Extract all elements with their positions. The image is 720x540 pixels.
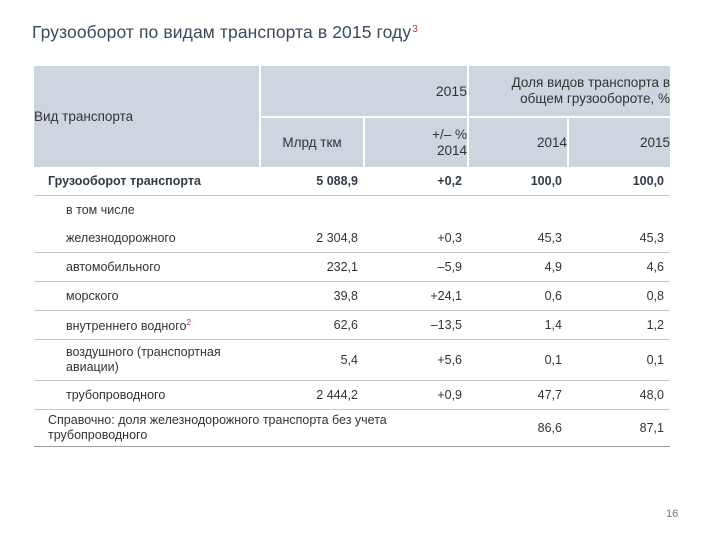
row-volume: 232,1 (260, 253, 364, 282)
header-year-2015: 2015 (260, 66, 468, 117)
row-share-2014: 100,0 (468, 167, 568, 196)
table-row (34, 410, 670, 447)
row-share-2015: 1,2 (568, 311, 670, 340)
row-share-2015: 4,6 (568, 253, 670, 282)
row-share-2015: 0,1 (568, 340, 670, 381)
title-footnote-marker: 3 (412, 24, 418, 35)
row-change: +24,1 (364, 282, 468, 311)
row-change: +5,6 (364, 340, 468, 381)
row-footnote-marker: 2 (186, 317, 191, 327)
row-share-2014: 0,1 (468, 340, 568, 381)
row-change: –5,9 (364, 253, 468, 282)
row-name: морского (34, 282, 260, 311)
row-share-2014: 47,7 (468, 381, 568, 410)
row-volume: 5 088,9 (260, 167, 364, 196)
freight-turnover-table (34, 66, 670, 447)
row-name: воздушного (транспортная авиации) (34, 340, 260, 381)
row-volume: 62,6 (260, 311, 364, 340)
row-name: в том числе (66, 203, 135, 217)
header-share: Доля видов транспорта в общем грузообороте, % (468, 66, 670, 117)
row-volume: 5,4 (260, 340, 364, 381)
table-row (34, 340, 670, 381)
page-title: Грузооборот по видам транспорта в 2015 году$^3$ (32, 22, 418, 42)
table-row (34, 196, 670, 225)
row-change: +0,2 (364, 167, 468, 196)
row-change: +0,3 (364, 224, 468, 253)
header-share-2015: 2015 (568, 117, 670, 167)
header-share-2014: 2014 (468, 117, 568, 167)
row-name: Справочно: доля железнодорожного транспорта без учета трубопроводного (34, 410, 468, 447)
header-volume: Млрд ткм (260, 117, 364, 167)
row-share-2015: 100,0 (568, 167, 670, 196)
row-volume: 2 444,2 (260, 381, 364, 410)
row-name: Грузооборот транспорта (34, 167, 260, 196)
table-row (34, 224, 670, 253)
table-row (34, 311, 670, 340)
row-volume: 2 304,8 (260, 224, 364, 253)
row-share-2015: 45,3 (568, 224, 670, 253)
row-share-2015: 87,1 (568, 410, 670, 447)
page-number: 16 (666, 508, 679, 520)
row-name: автомобильного (34, 253, 260, 282)
table-row (34, 253, 670, 282)
row-name: внутреннего водного$^2$ (34, 311, 260, 340)
row-change: –13,5 (364, 311, 468, 340)
row-share-2014: 86,6 (468, 410, 568, 447)
row-name: железнодорожного (34, 224, 260, 253)
row-share-2014: 45,3 (468, 224, 568, 253)
row-volume: 39,8 (260, 282, 364, 311)
row-name: трубопроводного (34, 381, 260, 410)
row-share-2015: 48,0 (568, 381, 670, 410)
table-row (34, 167, 670, 196)
table-row (34, 381, 670, 410)
row-share-2014: 0,6 (468, 282, 568, 311)
row-change: +0,9 (364, 381, 468, 410)
header-change: +/– % 2014 (364, 117, 468, 167)
row-share-2015: 0,8 (568, 282, 670, 311)
table-row (34, 282, 670, 311)
header-transport-type: Вид транспорта (34, 66, 260, 167)
row-share-2014: 1,4 (468, 311, 568, 340)
row-share-2014: 4,9 (468, 253, 568, 282)
